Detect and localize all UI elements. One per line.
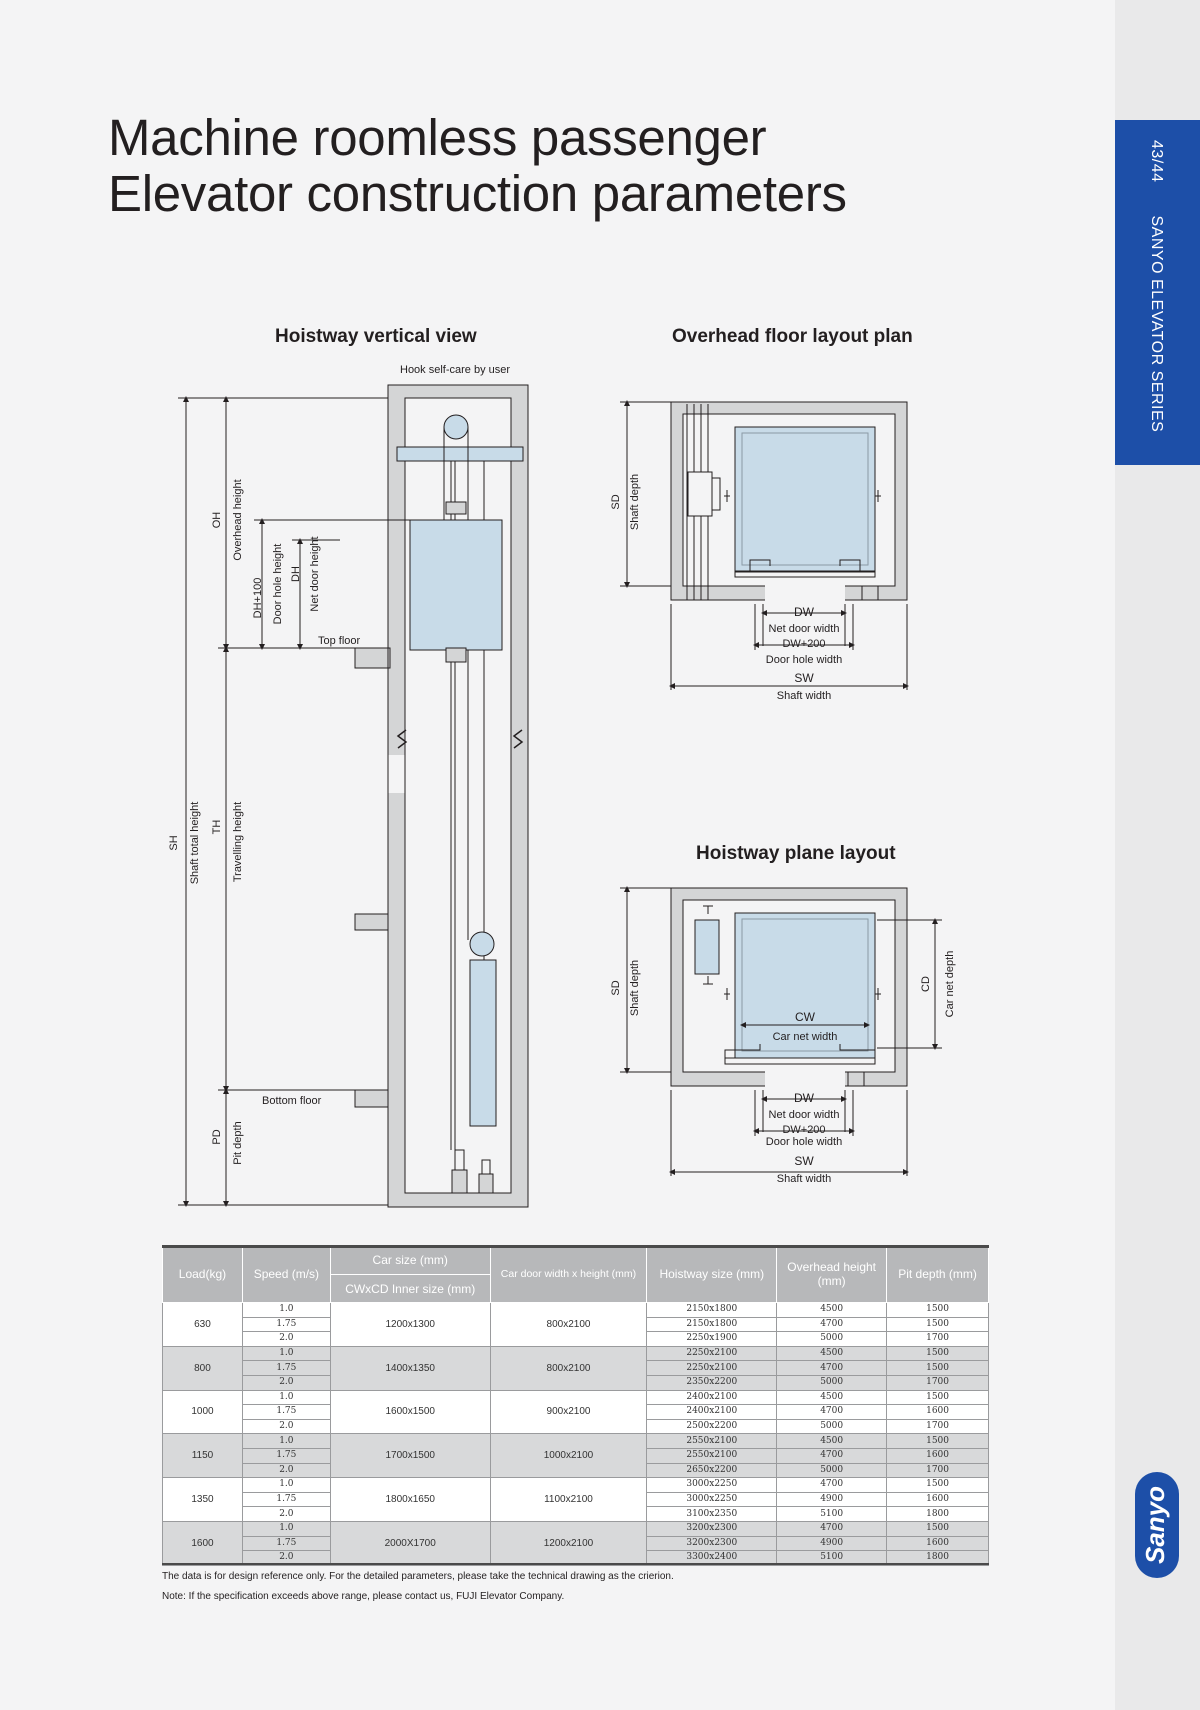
header-car-inner: CWxCD Inner size (mm) [330, 1275, 490, 1303]
plane-dw-desc: Net door width [768, 1109, 840, 1121]
pit-depth-cell: 1500 [887, 1434, 989, 1449]
dh-desc: Net door height [309, 536, 321, 612]
hoistway-size-cell: 2400x2100 [647, 1405, 777, 1420]
note-contact: Note: If the specification exceeds above range, please contact us, FUJI Elevator Company. [162, 1591, 565, 1602]
speed-cell: 1.0 [242, 1346, 330, 1361]
sanyo-logo [1127, 1470, 1187, 1580]
hoistway-size-cell: 2550x2100 [647, 1434, 777, 1449]
table-bottom-rule [162, 1563, 989, 1565]
heading-plane-layout: Hoistway plane layout [696, 843, 896, 864]
door-size-cell: 800x2100 [490, 1303, 647, 1347]
logo-text: Sanyo [1139, 1485, 1170, 1565]
hoistway-size-cell: 2250x1900 [647, 1332, 777, 1347]
page-title [108, 110, 847, 222]
door-size-cell: 1100x2100 [490, 1478, 647, 1522]
header-car-size: Car size (mm) [330, 1246, 490, 1275]
overhead-height-cell: 4500 [777, 1303, 887, 1318]
pit-depth-cell: 1800 [887, 1551, 989, 1566]
plane-cd-symbol: CD [920, 976, 932, 992]
pd-desc: Pit depth [232, 1121, 244, 1165]
header-overhead: Overhead height (mm) [777, 1246, 887, 1303]
plane-sw-symbol: SW [794, 1154, 814, 1168]
pit-depth-cell: 1500 [887, 1317, 989, 1332]
hoistway-size-cell: 2350x2200 [647, 1375, 777, 1390]
pd-symbol: PD [211, 1129, 223, 1145]
hoistway-size-cell: 2150x1800 [647, 1303, 777, 1318]
door-size-cell: 1000x2100 [490, 1434, 647, 1478]
overhead-height-cell: 4700 [777, 1521, 887, 1536]
series-name: SANYO ELEVATOR SERIES [1148, 215, 1165, 433]
oh-symbol: OH [211, 511, 223, 529]
heading-vertical-view: Hoistway vertical view [275, 326, 477, 347]
title-line-2: Elevator construction parameters [108, 165, 847, 222]
speed-cell: 2.0 [242, 1375, 330, 1390]
hoistway-size-cell: 3300x2400 [647, 1551, 777, 1566]
pit-depth-cell: 1600 [887, 1492, 989, 1507]
speed-cell: 1.75 [242, 1317, 330, 1332]
door-size-cell: 900x2100 [490, 1390, 647, 1434]
speed-cell: 2.0 [242, 1551, 330, 1566]
pit-depth-cell: 1600 [887, 1448, 989, 1463]
speed-cell: 1.75 [242, 1492, 330, 1507]
speed-cell: 1.0 [242, 1478, 330, 1493]
speed-cell: 2.0 [242, 1463, 330, 1478]
sh-desc: Shaft total height [189, 801, 201, 885]
pit-depth-cell: 1500 [887, 1390, 989, 1405]
hoistway-size-cell: 2500x2200 [647, 1419, 777, 1434]
speed-cell: 1.0 [242, 1390, 330, 1405]
overhead-height-cell: 5100 [777, 1507, 887, 1522]
load-cell: 1350 [163, 1478, 243, 1522]
oh-desc: Overhead height [232, 479, 244, 561]
speed-cell: 1.75 [242, 1448, 330, 1463]
plane-dw200-symbol: DW+200 [782, 1124, 826, 1136]
overhead-height-cell: 5000 [777, 1375, 887, 1390]
load-cell: 630 [163, 1303, 243, 1347]
overhead-sd-desc: Shaft depth [629, 473, 641, 531]
overhead-height-cell: 4900 [777, 1492, 887, 1507]
header-pit: Pit depth (mm) [887, 1246, 989, 1303]
top-floor-label: Top floor [318, 635, 361, 647]
pit-depth-cell: 1500 [887, 1346, 989, 1361]
hoistway-size-cell: 2550x2100 [647, 1448, 777, 1463]
overhead-height-cell: 4500 [777, 1390, 887, 1405]
overhead-dw200-desc: Door hole width [765, 654, 843, 666]
load-cell: 1000 [163, 1390, 243, 1434]
plane-sd-symbol: SD [610, 980, 622, 996]
speed-cell: 2.0 [242, 1507, 330, 1522]
dh100-desc: Door hole height [272, 543, 284, 625]
car-size-cell: 1400x1350 [330, 1346, 490, 1390]
header-speed: Speed (m/s) [242, 1246, 330, 1303]
sh-symbol: SH [168, 835, 180, 851]
speed-cell: 1.75 [242, 1536, 330, 1551]
car-size-cell: 2000X1700 [330, 1521, 490, 1565]
plane-dw-symbol: DW [794, 1091, 814, 1105]
series-label [1147, 140, 1165, 432]
header-hoistway: Hoistway size (mm) [647, 1246, 777, 1303]
speed-cell: 1.75 [242, 1405, 330, 1420]
speed-cell: 2.0 [242, 1419, 330, 1434]
overhead-plan-diagram [600, 390, 920, 705]
overhead-height-cell: 4500 [777, 1346, 887, 1361]
load-cell: 800 [163, 1346, 243, 1390]
overhead-sw-desc: Shaft width [776, 690, 832, 702]
pit-depth-cell: 1500 [887, 1478, 989, 1493]
pit-depth-cell: 1500 [887, 1521, 989, 1536]
overhead-height-cell: 4900 [777, 1536, 887, 1551]
hook-label: Hook self-care by user [400, 364, 511, 376]
hoistway-size-cell: 3000x2250 [647, 1492, 777, 1507]
door-size-cell: 800x2100 [490, 1346, 647, 1390]
hoistway-size-cell: 2250x2100 [647, 1346, 777, 1361]
table-row [163, 1478, 989, 1493]
th-symbol: TH [211, 819, 223, 835]
hoistway-size-cell: 2400x2100 [647, 1390, 777, 1405]
table-row [163, 1521, 989, 1536]
hoistway-size-cell: 3200x2300 [647, 1536, 777, 1551]
pit-depth-cell: 1700 [887, 1419, 989, 1434]
plane-sd-desc: Shaft depth [629, 959, 641, 1017]
pit-depth-cell: 1600 [887, 1536, 989, 1551]
car-size-cell: 1700x1500 [330, 1434, 490, 1478]
header-load: Load(kg) [163, 1246, 243, 1303]
hoistway-size-cell: 3200x2300 [647, 1521, 777, 1536]
speed-cell: 1.0 [242, 1303, 330, 1318]
note-reference: The data is for design reference only. For the detailed parameters, please take the technical drawing as the crierion. [162, 1571, 674, 1582]
plane-cw-desc: Car net width [772, 1031, 838, 1043]
speed-cell: 2.0 [242, 1332, 330, 1347]
overhead-height-cell: 5100 [777, 1551, 887, 1566]
plane-cw-symbol: CW [795, 1010, 815, 1024]
header-door: Car door width x height (mm) [490, 1246, 647, 1303]
overhead-height-cell: 4700 [777, 1478, 887, 1493]
plane-dw200-desc: Door hole width [765, 1136, 843, 1148]
door-size-cell: 1200x2100 [490, 1521, 647, 1565]
pit-depth-cell: 1500 [887, 1361, 989, 1376]
overhead-height-cell: 4700 [777, 1317, 887, 1332]
speed-cell: 1.75 [242, 1361, 330, 1376]
hoistway-size-cell: 2150x1800 [647, 1317, 777, 1332]
speed-cell: 1.0 [242, 1434, 330, 1449]
table-row [163, 1390, 989, 1405]
pit-depth-cell: 1700 [887, 1332, 989, 1347]
hoistway-size-cell: 3100x2350 [647, 1507, 777, 1522]
overhead-sd-symbol: SD [610, 494, 622, 510]
th-desc: Travelling height [232, 801, 244, 883]
dh-symbol: DH [290, 566, 302, 582]
car-size-cell: 1200x1300 [330, 1303, 490, 1347]
overhead-height-cell: 4500 [777, 1434, 887, 1449]
car-size-cell: 1800x1650 [330, 1478, 490, 1522]
dh100-symbol: DH+100 [252, 577, 264, 619]
table-row [163, 1303, 989, 1318]
page-number: 43/44 [1148, 140, 1165, 183]
overhead-height-cell: 5000 [777, 1332, 887, 1347]
hoistway-size-cell: 2650x2200 [647, 1463, 777, 1478]
overhead-sw-symbol: SW [794, 671, 814, 685]
table-row [163, 1346, 989, 1361]
speed-cell: 1.0 [242, 1521, 330, 1536]
heading-overhead-plan: Overhead floor layout plan [672, 326, 913, 347]
load-cell: 1600 [163, 1521, 243, 1565]
hoistway-vertical-diagram [150, 355, 550, 1215]
overhead-height-cell: 5000 [777, 1419, 887, 1434]
table-top-rule [162, 1245, 989, 1248]
pit-depth-cell: 1800 [887, 1507, 989, 1522]
parameters-table [162, 1245, 989, 1566]
table-row [163, 1434, 989, 1449]
overhead-dw-symbol: DW [794, 605, 814, 619]
hoistway-plane-diagram [600, 880, 960, 1190]
hoistway-size-cell: 2250x2100 [647, 1361, 777, 1376]
plane-sw-desc: Shaft width [776, 1173, 832, 1185]
overhead-dw-desc: Net door width [768, 623, 840, 635]
pit-depth-cell: 1600 [887, 1405, 989, 1420]
overhead-height-cell: 4700 [777, 1361, 887, 1376]
pit-depth-cell: 1500 [887, 1303, 989, 1318]
overhead-height-cell: 4700 [777, 1448, 887, 1463]
overhead-height-cell: 4700 [777, 1405, 887, 1420]
bottom-floor-label: Bottom floor [262, 1095, 322, 1107]
pit-depth-cell: 1700 [887, 1375, 989, 1390]
title-line-1: Machine roomless passenger [108, 109, 767, 166]
overhead-height-cell: 5000 [777, 1463, 887, 1478]
overhead-dw200-symbol: DW+200 [782, 638, 826, 650]
car-size-cell: 1600x1500 [330, 1390, 490, 1434]
hoistway-size-cell: 3000x2250 [647, 1478, 777, 1493]
load-cell: 1150 [163, 1434, 243, 1478]
pit-depth-cell: 1700 [887, 1463, 989, 1478]
plane-cd-desc: Car net depth [944, 950, 956, 1018]
